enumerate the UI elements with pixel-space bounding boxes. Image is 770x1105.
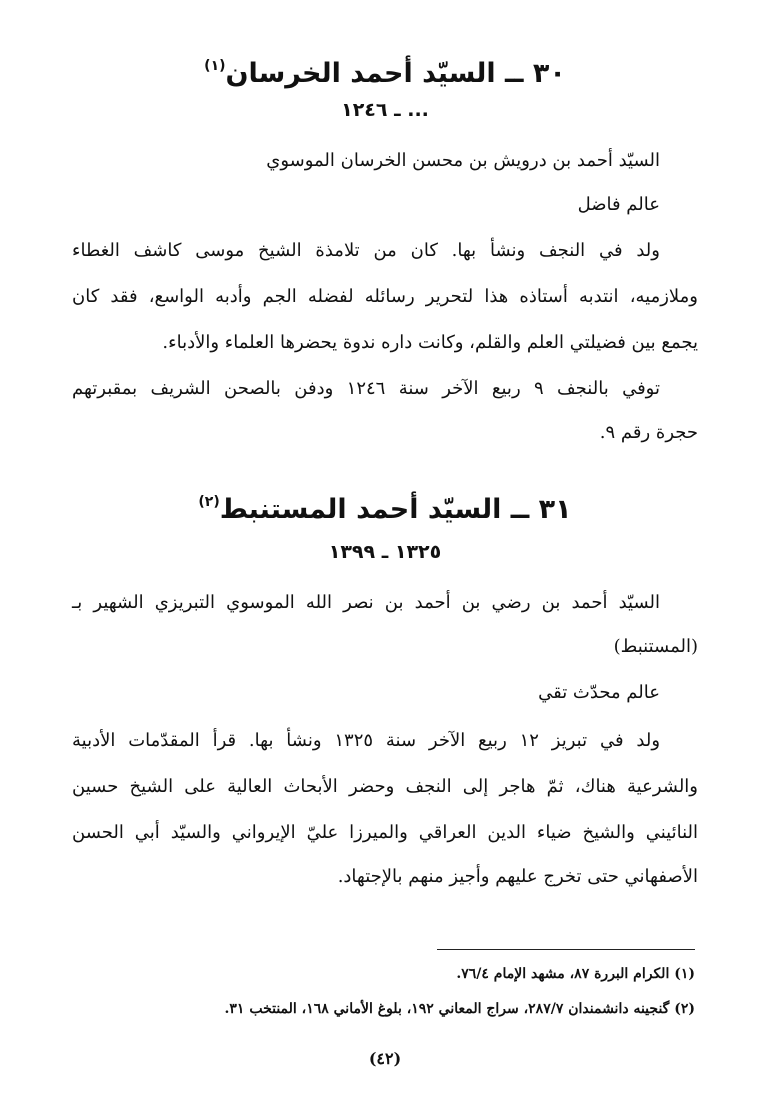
biography-line: ولد في النجف ونشأ بها. كان من تلامذة الشيخ موسى كاشف الغطاء <box>72 240 660 261</box>
biography-line: وملازميه، انتدبه أستاذه هذا لتحرير رسائله لفضله الجم وأدبه الواسع، فقد كان <box>72 286 698 307</box>
footnote-marker: (١) <box>204 58 226 74</box>
footnote: (١) الكرام البررة ٨٧، مشهد الإمام ٧٦/٤. <box>456 966 695 982</box>
entry-description: عالم محدّث تقي <box>538 682 660 703</box>
entry-title: ٣١ ــ السيّد أحمد المستنبط <box>219 494 572 525</box>
entry-dates: ... ـ ١٢٤٦ <box>341 99 429 121</box>
footnote: (٢) گنجينه دانشمندان ٢٨٧/٧، سراج المعاني ١٩٢، بلوغ الأماني ١٦٨، المنتخب ٣١. <box>224 1001 695 1017</box>
biography-line: النائيني والشيخ ضياء الدين العراقي والميرزا عليّ الإيرواني والسيّد أبي الحسن <box>72 822 698 843</box>
entry-dates: ١٣٢٥ ـ ١٣٩٩ <box>328 541 442 563</box>
biography-line: الأصفهاني حتى تخرج عليهم وأجيز منهم بالإجتهاد. <box>337 866 698 887</box>
biography-line: حجرة رقم ٩. <box>599 422 698 443</box>
biography-line: ولد في تبريز ١٢ ربيع الآخر سنة ١٣٢٥ ونشأ بها. قرأ المقدّمات الأدبية <box>72 730 661 751</box>
entry-full-name: السيّد أحمد بن رضي بن أحمد بن نصر الله الموسوي التبريزي الشهير بـ <box>72 592 660 613</box>
entry-heading <box>0 48 770 92</box>
footnote-divider <box>437 949 695 950</box>
entry-title: ٣٠ ــ السيّد أحمد الخرسان <box>225 58 566 89</box>
biography-line: والشرعية هناك، ثمّ هاجر إلى النجف وحضر الأبحاث العالية على الشيخ حسين <box>72 776 698 797</box>
biography-line: توفي بالنجف ٩ ربيع الآخر سنة ١٢٤٦ ودفن بالصحن الشريف بمقبرتهم <box>72 378 660 399</box>
entry-full-name: السيّد أحمد بن درويش بن محسن الخرسان الموسوي <box>266 150 660 171</box>
footnote-marker: (٢) <box>198 494 220 510</box>
biography-line: يجمع بين فضيلتي العلم والقلم، وكانت داره ندوة يحضرها العلماء والأدباء. <box>162 332 698 353</box>
entry-description: عالم فاضل <box>577 194 660 215</box>
entry-heading <box>0 484 770 528</box>
page-number: (٤٢) <box>368 1049 402 1068</box>
entry-nickname: (المستنبط) <box>613 636 698 657</box>
